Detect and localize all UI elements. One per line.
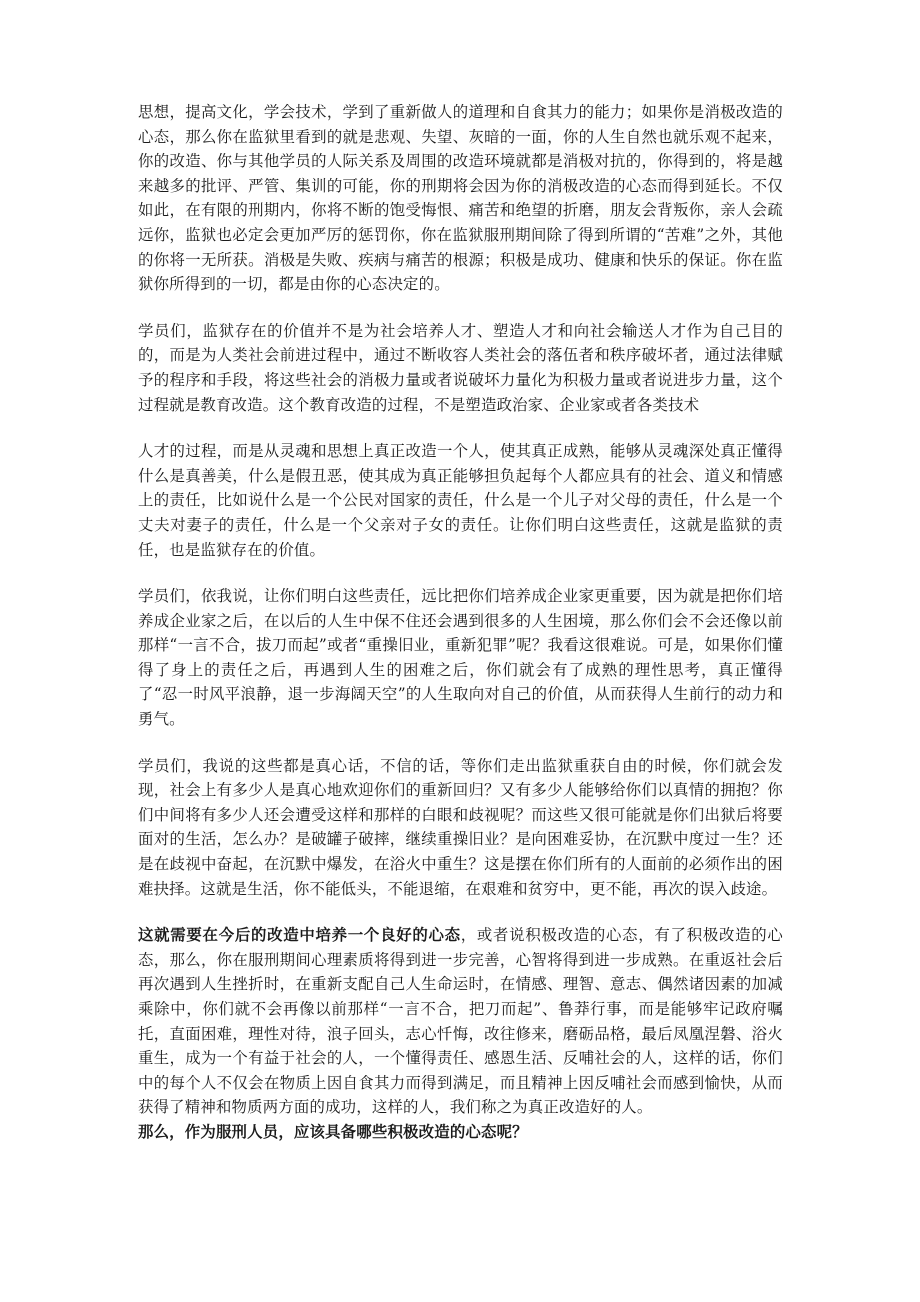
paragraph-4: 学员们，依我说，让你们明白这些责任，远比把你们培养成企业家更重要，因为就是把你们培养成企业家之后，在以后的人生中保不住还会遇到很多的人生困境，那么你们会不会还像以前那样“一言不合，拔刀而起”或者“重操旧业，重新犯罪”呢？我看这很难说。可是，如果你们懂得了身上的责任之后，再遇到人生的困难之后，你们就会有了成熟的理性思考，真正懂得了“忍一时风平浪静，退一步海阔天空”的人生取向对自己的价值，从而获得人生前行的动力和勇气。 — [138, 587, 783, 729]
paragraph-6-body: ，或者说积极改造的心态，有了积极改造的心态，那么，你在服刑期间心理素质将得到进一步完善，心智将得到进一步成熟。在重返社会后再次遇到人生挫折时，在重新支配自己人生命运时，在情感、理智、意志、偶然诸因素的加减乘除中，你们就不会再像以前那样“一言不合，把刀而起”、鲁莽行事，而是能够牢记政府嘱托，直面困难，理性对待，浪子回头，志心忏悔，改往修来，磨砺品格，最后凤凰涅磐、浴火重生，成为一个有益于社会的人，一个懂得责任、感恩生活、反哺社会的人，这样的话，你们中的每个人不仅会在物质上因自食其力而得到满足，而且精神上因反哺社会而感到愉快，从而获得了精神和物质两方面的成功，这样的人，我们称之为真正改造好的人。 — [138, 926, 783, 1117]
paragraph-6-lead: 这就需要在今后的改造中培养一个良好的心态 — [138, 926, 461, 945]
paragraph-1: 思想，提高文化，学会技术，学到了重新做人的道理和自食其力的能力；如果你是消极改造的心态，那么你在监狱里看到的就是悲观、失望、灰暗的一面，你的人生自然也就乐观不起来，你的改造、你与其他学员的人际关系及周围的改造环境就都是消极对抗的，你得到的，将是越来越多的批评、严管、集训的可能，你的刑期将会因为你的消极改造的心态而得到延长。不仅如此，在有限的刑期内，你将不断的饱受悔恨、痛苦和绝望的折磨，朋友会背叛你，亲人会疏远你，监狱也必定会更加严厉的惩罚你，你在监狱服刑期间除了得到所谓的“苦难”之外，其他的你将一无所获。消极是失败、疾病与痛苦的根源；积极是成功、健康和快乐的保证。你在监狱你所得到的一切，都是由你的心态决定的。 — [138, 103, 783, 294]
paragraph-5: 学员们，我说的这些都是真心话，不信的话，等你们走出监狱重获自由的时候，你们就会发现，社会上有多少人是真心地欢迎你们的重新回归？又有多少人能够给你们以真情的拥抱？你们中间将有多少人还会遭受这样和那样的白眼和歧视呢？而这些又很可能就是你们出狱后将要面对的生活，怎么办？是破罐子破摔，继续重操旧业？是向困难妥协，在沉默中度过一生？还是在歧视中奋起，在沉默中爆发，在浴火中重生？这是摆在你们所有的人面前的必须作出的困难抉择。这就是生活，你不能低头，不能退缩，在艰难和贫穷中，更不能，再次的误入歧途。 — [138, 756, 783, 898]
paragraph-6 — [138, 923, 783, 1144]
paragraph-2: 学员们，监狱存在的价值并不是为社会培养人才、塑造人才和向社会输送人才作为自己目的的，而是为人类社会前进过程中，通过不断收容人类社会的落伍者和秩序破坏者，通过法律赋予的程序和手段，将这些社会的消极力量或者说破坏力量化为积极力量或者说进步力量，这个过程就是教育改造。这个教育改造的过程，不是塑造政治家、企业家或者各类技术 — [138, 321, 783, 414]
closing-question: 那么，作为服刑人员，应该具备哪些积极改造的心态呢？ — [138, 1122, 528, 1141]
paragraph-3: 人才的过程，而是从灵魂和思想上真正改造一个人，使其真正成熟，能够从灵魂深处真正懂得什么是真善美，什么是假丑恶，使其成为真正能够担负起每个人都应具有的社会、道义和情感上的责任，比如说什么是一个公民对国家的责任，什么是一个儿子对父母的责任，什么是一个丈夫对妻子的责任，什么是一个父亲对子女的责任。让你们明白这些责任，这就是监狱的责任，也是监狱存在的价值。 — [138, 442, 783, 559]
document-page — [138, 100, 783, 1145]
